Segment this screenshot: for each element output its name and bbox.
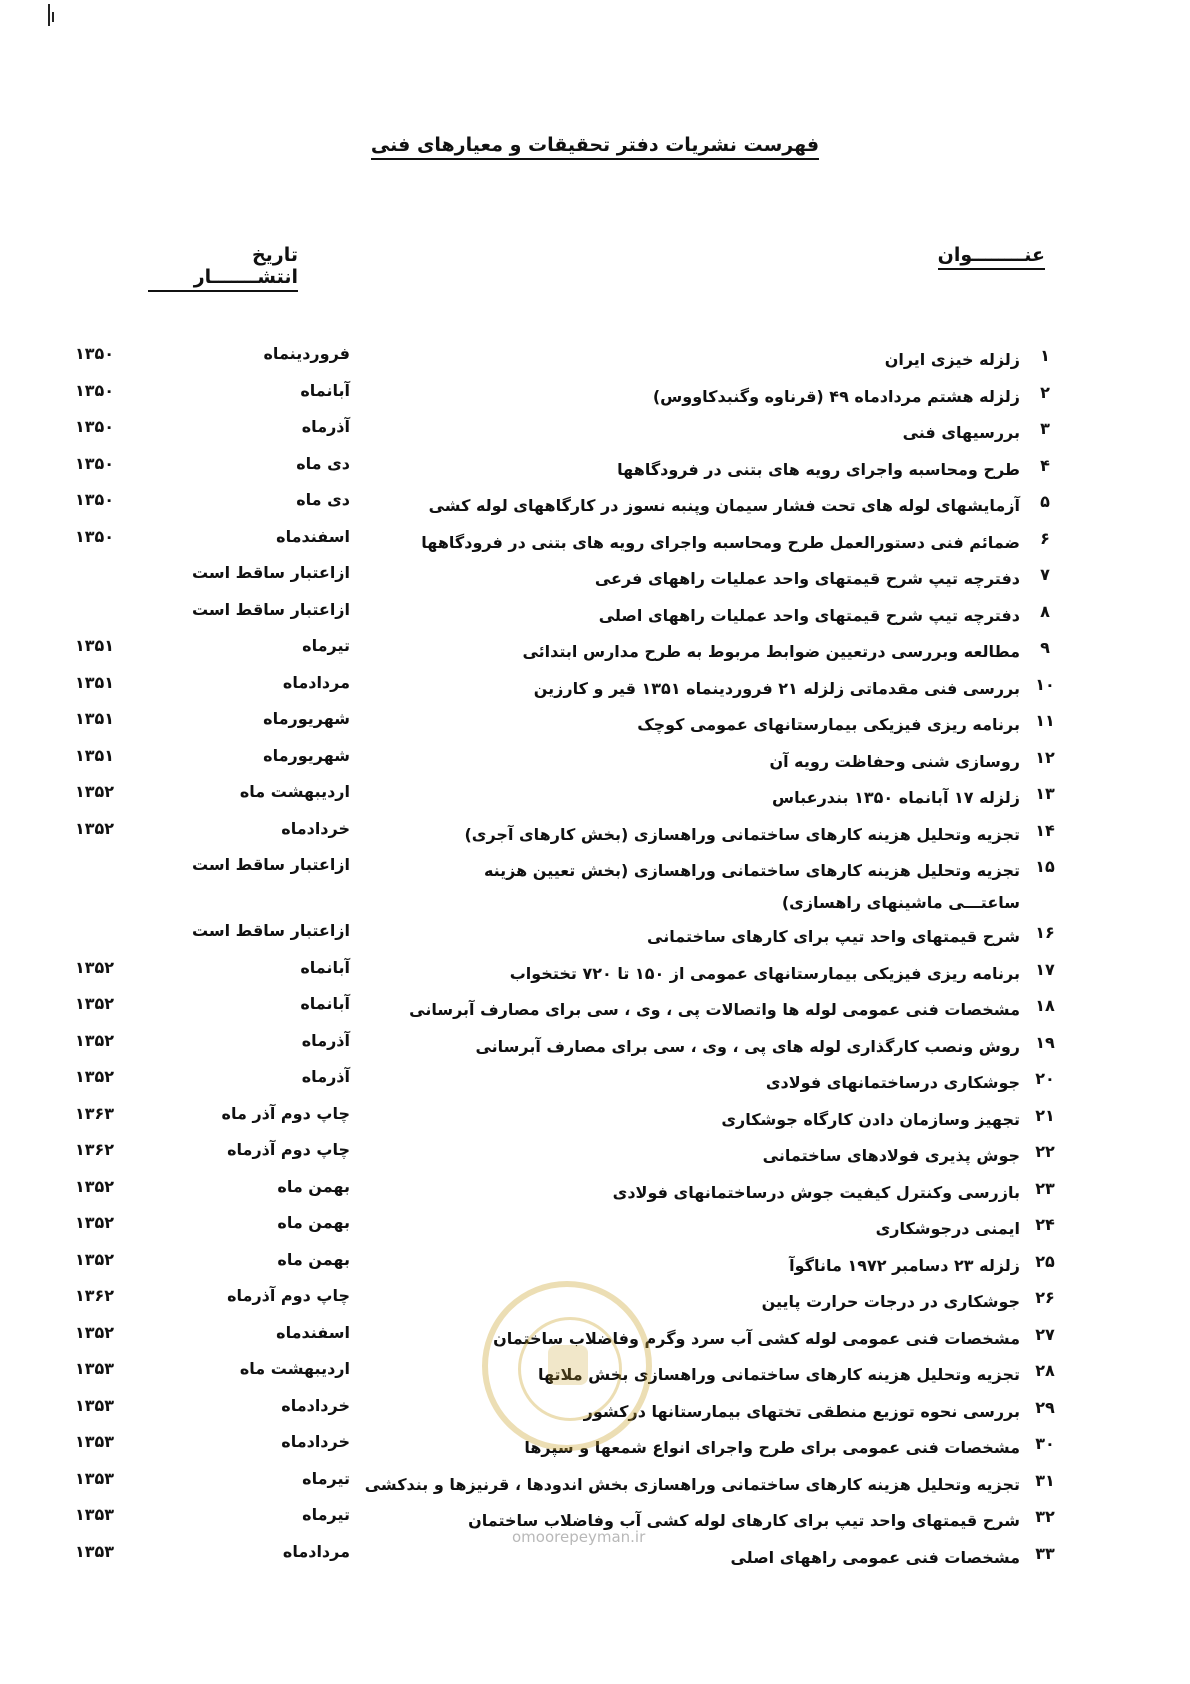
item-month: شهریورماه xyxy=(263,709,350,728)
item-month: چاپ دوم آذرماه xyxy=(227,1140,350,1159)
item-number: ۲۶ xyxy=(1035,1288,1055,1307)
list-item xyxy=(0,1063,1190,1100)
item-number: ۲۰ xyxy=(1035,1069,1055,1088)
item-month: دی ماه xyxy=(296,490,350,509)
item-title: طرح ومحاسبه واجرای رویه های بتنی در فرودگاهها xyxy=(617,459,1020,479)
list-item xyxy=(0,742,1190,779)
item-title: مشخصات فنی عمومی لوله ها واتصالات پی ، وی ، سی برای مصارف آبرسانی xyxy=(409,1000,1020,1019)
item-year: ۱۳۵۲ xyxy=(75,957,115,977)
item-month: ازاعتبار ساقط است xyxy=(191,563,350,582)
item-number: ۷ xyxy=(1040,565,1050,584)
list-item xyxy=(0,523,1190,560)
item-year: ۱۳۵۲ xyxy=(75,818,115,838)
item-year: ۱۳۵۰ xyxy=(75,380,115,400)
item-number: ۱ xyxy=(1040,346,1050,365)
item-title: زلزله ۲۳ دسامبر ۱۹۷۲ ماناگوآ xyxy=(789,1255,1020,1275)
item-title: دفترچه تیپ شرح قیمتهای واحد عملیات راههای فرعی xyxy=(594,569,1020,588)
item-month: خردادماه xyxy=(281,818,350,838)
item-title: ایمنی درجوشکاری xyxy=(875,1219,1020,1238)
item-number: ۶ xyxy=(1040,528,1050,548)
item-year: ۱۳۵۲ xyxy=(75,1176,115,1196)
item-month: آبانماه xyxy=(300,957,350,977)
item-title: تجهیز وسازمان دادن کارگاه جوشکاری xyxy=(721,1109,1020,1129)
item-month: آذرماه xyxy=(301,417,350,436)
item-title: تجزیه وتحلیل هزینه کارهای ساختمانی وراهسازی (بخش کارهای آجری) xyxy=(464,824,1020,844)
item-number: ۳۰ xyxy=(1035,1434,1055,1453)
date-column-header: تاریخ انتشـــــــار xyxy=(148,244,298,292)
item-number: ۳۳ xyxy=(1035,1543,1055,1563)
item-year: ۱۳۵۰ xyxy=(75,417,115,436)
list-item xyxy=(0,1246,1190,1283)
list-item xyxy=(0,413,1190,450)
item-number: ۳ xyxy=(1040,419,1050,438)
item-title: دفترچه تیپ شرح قیمتهای واحد عملیات راههای اصلی xyxy=(598,605,1020,625)
item-title: زلزله هشتم مردادماه ۴۹ (قرناوه وگنبدکاووس) xyxy=(652,386,1020,406)
item-year: ۱۳۵۲ xyxy=(75,1067,115,1086)
list-item xyxy=(0,559,1190,596)
list-item xyxy=(0,340,1190,377)
item-month: اسفندماه xyxy=(276,526,350,546)
item-year: ۱۳۵۰ xyxy=(75,490,115,509)
list-item xyxy=(0,990,1190,1027)
item-year: ۱۳۵۳ xyxy=(75,1395,115,1415)
item-number: ۲۷ xyxy=(1035,1324,1055,1344)
item-number: ۱۳ xyxy=(1035,784,1055,803)
list-item xyxy=(0,954,1190,991)
item-title: جوش پذیری فولادهای ساختمانی xyxy=(762,1146,1020,1165)
item-title: زلزله خیزی ایران xyxy=(884,350,1020,369)
list-item xyxy=(0,1209,1190,1246)
item-year: ۱۳۵۰ xyxy=(75,453,115,473)
item-number: ۲۳ xyxy=(1035,1178,1055,1198)
item-title: آزمایشهای لوله های تحت فشار سیمان وپنبه نسوز در کارگاههای لوله کشی xyxy=(428,496,1020,515)
item-title: شرح قیمتهای واحد تیپ برای کارهای ساختمانی xyxy=(647,927,1020,946)
item-month: تیرماه xyxy=(302,1505,350,1524)
list-item xyxy=(0,917,1190,954)
item-title: برنامه ریزی فیزیکی بیمارستانهای عمومی از ۱۵۰ تا ۷۲۰ تختخواب xyxy=(509,963,1020,983)
item-month: اردیبهشت ماه xyxy=(239,782,350,801)
list-item xyxy=(0,1465,1190,1502)
item-title: روسازی شنی وحفاظت رویه آن xyxy=(769,751,1020,771)
item-number: ۱۸ xyxy=(1035,996,1055,1015)
item-title: بررسی نحوه توزیع منطقی تختهای بیمارستانها درکشور xyxy=(583,1401,1020,1421)
item-month: بهمن ماه xyxy=(277,1176,350,1196)
watermark-text: omoorepeyman.ir xyxy=(512,1528,646,1546)
item-title: بازرسی وکنترل کیفیت جوش درساختمانهای فولادی xyxy=(612,1182,1020,1202)
item-month: چاپ دوم آذر ماه xyxy=(221,1103,350,1123)
list-item xyxy=(0,1027,1190,1064)
item-title: برنامه ریزی فیزیکی بیمارستانهای عمومی کوچک xyxy=(637,715,1020,734)
item-number: ۱۶ xyxy=(1035,923,1055,942)
item-year: ۱۳۶۲ xyxy=(75,1140,115,1159)
item-number: ۱۵ xyxy=(1035,857,1055,876)
item-number: ۴ xyxy=(1040,455,1050,475)
item-month: آبانماه xyxy=(300,994,350,1013)
item-number: ۱۰ xyxy=(1035,674,1055,694)
item-number: ۱۷ xyxy=(1035,959,1055,979)
item-month: چاپ دوم آذرماه xyxy=(227,1286,350,1305)
item-number: ۲۱ xyxy=(1035,1105,1055,1125)
item-number: ۹ xyxy=(1040,638,1050,657)
item-year: ۱۳۵۲ xyxy=(75,1213,115,1232)
item-title: زلزله ۱۷ آبانماه ۱۳۵۰ بندرعباس xyxy=(772,788,1020,807)
item-number: ۳۲ xyxy=(1035,1507,1055,1526)
item-title: جوشکاری درساختمانهای فولادی xyxy=(765,1073,1020,1092)
item-number: ۱۱ xyxy=(1035,711,1055,730)
item-year: ۱۳۵۰ xyxy=(75,344,115,363)
item-month: آذرماه xyxy=(301,1067,350,1086)
item-number: ۲۸ xyxy=(1035,1361,1055,1380)
item-number: ۲ xyxy=(1040,382,1050,402)
list-item xyxy=(0,669,1190,706)
item-year: ۱۳۵۱ xyxy=(75,636,115,655)
title-column-header: عنــــــــوان xyxy=(938,244,1045,270)
page-title: فهرست نشریات دفتر تحقیقات و معیارهای فنی xyxy=(0,134,1190,156)
scan-mark xyxy=(52,12,54,22)
item-month: اردیبهشت ماه xyxy=(239,1359,350,1378)
item-month: خردادماه xyxy=(281,1395,350,1415)
item-month: تیرماه xyxy=(302,1468,350,1488)
item-title: ضمائم فنی دستورالعمل طرح ومحاسبه واجرای رویه های بتنی در فرودگاهها xyxy=(421,532,1020,552)
item-month: مردادماه xyxy=(282,672,350,692)
list-item xyxy=(0,486,1190,523)
item-year: ۱۳۶۲ xyxy=(75,1286,115,1305)
item-year: ۱۳۵۱ xyxy=(75,709,115,728)
item-title: روش ونصب کارگذاری لوله های پی ، وی ، سی برای مصارف آبرسانی xyxy=(475,1036,1020,1056)
item-number: ۸ xyxy=(1040,601,1050,621)
item-number: ۱۴ xyxy=(1035,820,1055,840)
item-number: ۲۵ xyxy=(1035,1251,1055,1271)
item-number: ۲۹ xyxy=(1035,1397,1055,1417)
item-title: مطالعه وبررسی درتعیین ضوابط مربوط به طرح مدارس ابتدائی xyxy=(522,642,1020,661)
list-item xyxy=(0,596,1190,633)
item-title: تجزیه وتحلیل هزینه کارهای ساختمانی وراهسازی بخش ملاتها xyxy=(537,1365,1020,1384)
list-item xyxy=(0,815,1190,852)
seal-emblem xyxy=(548,1345,588,1385)
item-title: تجزیه وتحلیل هزینه کارهای ساختمانی وراهسازی (بخش تعیین هزینه ساعتـــی ماشینهای راهسازی) xyxy=(483,861,1020,912)
item-year: ۱۳۵۱ xyxy=(75,672,115,692)
seal-stamp xyxy=(482,1281,652,1451)
item-year: ۱۳۵۳ xyxy=(75,1541,115,1561)
item-title: مشخصات فنی عمومی برای طرح واجرای انواع شمعها و سپرها xyxy=(524,1438,1020,1457)
item-month: ازاعتبار ساقط است xyxy=(191,921,350,940)
item-title: تجزیه وتحلیل هزینه کارهای ساختمانی وراهسازی بخش اندودها ، قرنیزها و بندکشی xyxy=(364,1474,1020,1494)
scan-mark xyxy=(48,4,50,26)
list-item xyxy=(0,1173,1190,1210)
item-number: ۲۲ xyxy=(1035,1142,1055,1161)
item-year: ۱۳۵۳ xyxy=(75,1468,115,1488)
item-month: ازاعتبار ساقط است xyxy=(191,599,350,619)
item-year: ۱۳۵۳ xyxy=(75,1359,115,1378)
item-year: ۱۳۶۳ xyxy=(75,1103,115,1123)
item-month: اسفندماه xyxy=(276,1322,350,1342)
item-month: خردادماه xyxy=(281,1432,350,1451)
item-month: دی ماه xyxy=(296,453,350,473)
item-year: ۱۳۵۱ xyxy=(75,745,115,765)
list-item xyxy=(0,851,1190,917)
item-month: بهمن ماه xyxy=(277,1249,350,1269)
item-year: ۱۳۵۲ xyxy=(75,1249,115,1269)
list-item xyxy=(0,377,1190,414)
item-year: ۱۳۵۳ xyxy=(75,1432,115,1451)
item-title: بررسیهای فنی xyxy=(902,423,1020,442)
item-year: ۱۳۵۲ xyxy=(75,994,115,1013)
list-item xyxy=(0,450,1190,487)
item-year: ۱۳۵۰ xyxy=(75,526,115,546)
item-number: ۲۴ xyxy=(1035,1215,1055,1234)
list-item xyxy=(0,1100,1190,1137)
list-item xyxy=(0,705,1190,742)
list-item xyxy=(0,778,1190,815)
item-month: بهمن ماه xyxy=(277,1213,350,1232)
item-title: مشخصات فنی عمومی لوله کشی آب سرد وگرم وفاضلاب ساختمان xyxy=(493,1328,1020,1348)
item-year: ۱۳۵۲ xyxy=(75,1322,115,1342)
item-year: ۱۳۵۳ xyxy=(75,1505,115,1524)
item-month: فروردینماه xyxy=(263,344,350,363)
item-month: آذرماه xyxy=(301,1030,350,1050)
item-month: تیرماه xyxy=(302,636,350,655)
list-item xyxy=(0,1136,1190,1173)
list-item xyxy=(0,632,1190,669)
item-number: ۳۱ xyxy=(1035,1470,1055,1490)
item-month: آبانماه xyxy=(300,380,350,400)
item-year: ۱۳۵۲ xyxy=(75,782,115,801)
item-month: ازاعتبار ساقط است xyxy=(191,855,350,874)
item-number: ۱۲ xyxy=(1035,747,1055,767)
item-title: مشخصات فنی عمومی راههای اصلی xyxy=(730,1547,1020,1567)
item-title: شرح قیمتهای واحد تیپ برای کارهای لوله کشی آب وفاضلاب ساختمان xyxy=(468,1511,1020,1530)
item-number: ۵ xyxy=(1040,492,1050,511)
item-title: بررسی فنی مقدماتی زلزله ۲۱ فروردینماه ۱۳۵۱ قیر و کارزین xyxy=(533,678,1020,698)
item-month: مردادماه xyxy=(282,1541,350,1561)
item-title: جوشکاری در درجات حرارت پایین xyxy=(761,1292,1020,1311)
item-month: شهریورماه xyxy=(263,745,350,765)
item-number: ۱۹ xyxy=(1035,1032,1055,1052)
item-year: ۱۳۵۲ xyxy=(75,1030,115,1050)
